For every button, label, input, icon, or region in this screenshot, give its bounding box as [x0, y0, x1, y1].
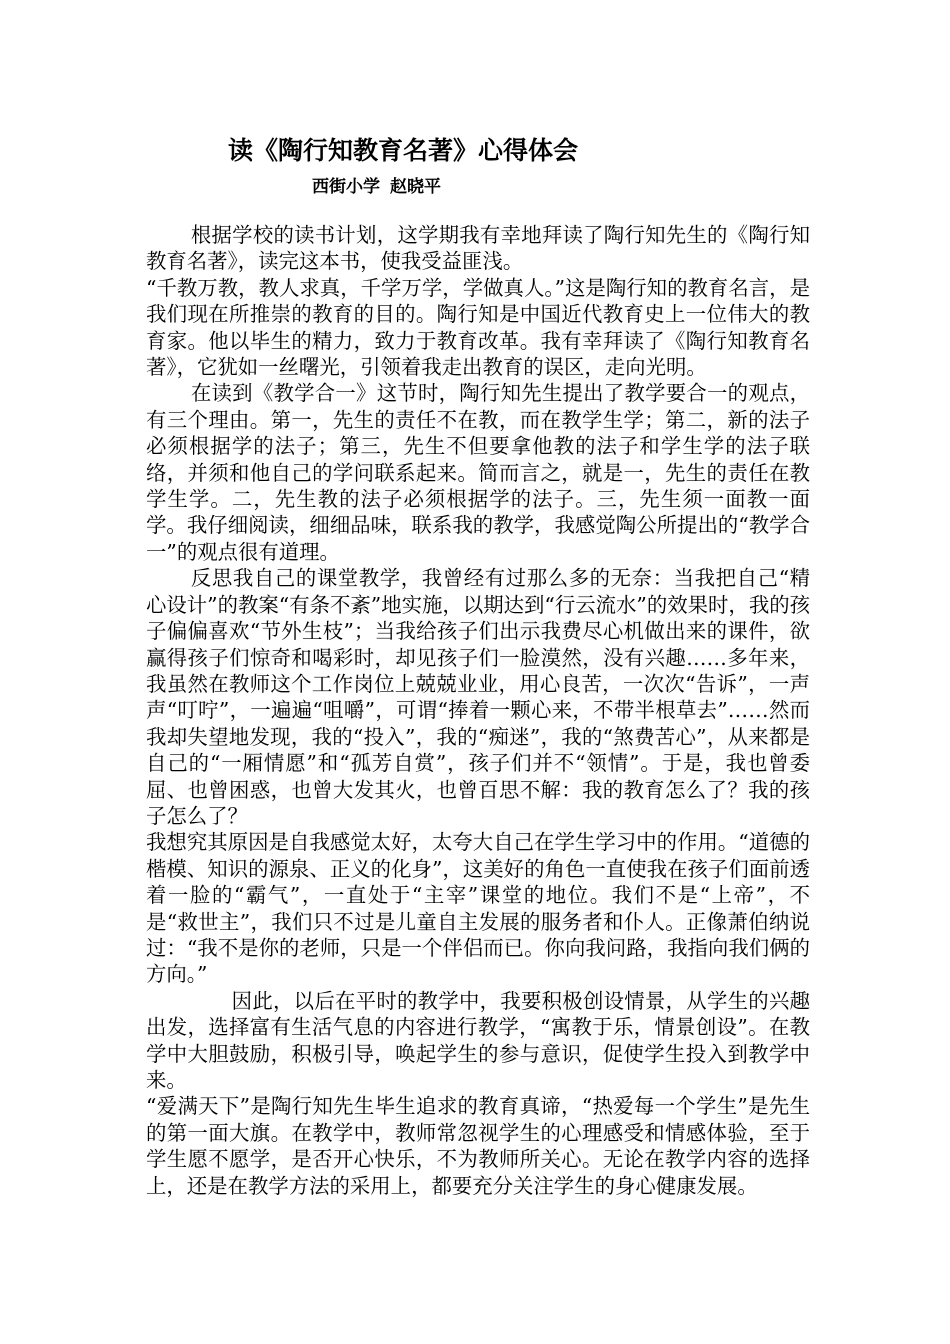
- author-name: 赵晓平: [390, 177, 441, 197]
- paragraph-reflection: 反思我自己的课堂教学，我曾经有过那么多的无奈：当我把自己“精心设计”的教案“有条不紊”地实施，以期达到“行云流水”的效果时，我的孩子偏偏喜欢“节外生枝”；当我给孩子们出示我费尽心机做出来的课件，欲赢得孩子们惊奇和喝彩时，却见孩子们一脸漠然，没有兴趣……多年来，我虽然在教师这个工作岗位上兢兢业业，用心良苦，一次次“告诉”，一声声“叮咛”，一遍遍“咀嚼”，可谓“捧着一颗心来，不带半根草去”……然而我却失望地发现，我的“投入”，我的“痴迷”，我的“煞费苦心”，从来都是自己的“一厢情愿”和“孤芳自赏”，孩子们并不“领情”。于是，我也曾委屈、也曾困惑，也曾大发其火，也曾百思不解：我的教育怎么了？我的孩子怎么了？: [146, 566, 810, 828]
- author-school: 西街小学: [312, 177, 380, 197]
- paragraph-therefore: 因此，以后在平时的教学中，我要积极创设情景，从学生的兴趣出发，选择富有生活气息的内容进行教学，“寓教于乐，情景创设”。在教学中大胆鼓励，积极引导，唤起学生的参与意识，促使学生投入到教学中来。: [146, 988, 810, 1092]
- paragraph-intro: 根据学校的读书计划，这学期我有幸地拜读了陶行知先生的《陶行知教育名著》，读完这本书，使我受益匪浅。: [146, 223, 810, 274]
- document-title: 读《陶行知教育名著》心得体会: [228, 136, 579, 165]
- author-byline: [312, 175, 441, 199]
- paragraph-cause: 我想究其原因是自我感觉太好，太夸大自己在学生学习中的作用。“道德的楷模、知识的源泉、正义的化身”，这美好的角色一直使我在孩子们面前透着一脸的“霸气”，一直处于“主宰”课堂的地位。我们不是“上帝”，不是“救世主”，我们只不过是儿童自主发展的服务者和仆人。正像萧伯纳说过：“我不是你的老师，只是一个伴侣而已。你向我问路，我指向我们俩的方向。”: [146, 830, 810, 987]
- document-body: [146, 222, 810, 1199]
- paragraph-quote: “千教万教，教人求真，千学万学，学做真人。”这是陶行知的教育名言，是我们现在所推崇的教育的目的。陶行知是中国近代教育史上一位伟大的教育家。他以毕生的精力，致力于教育改革。我有幸拜读了《陶行知教育名著》，它犹如一丝曙光，引领着我走出教育的误区，走向光明。: [146, 275, 810, 380]
- paragraph-love: “爱满天下”是陶行知先生毕生追求的教育真谛，“热爱每一个学生”是先生的第一面大旗。在教学中，教师常忽视学生的心理感受和情感体验，至于学生愿不愿学，是否开心快乐，不为教师所关心。无论在教学内容的选择上，还是在教学方法的采用上，都要充分关注学生的身心健康发展。: [146, 1094, 810, 1198]
- paragraph-teaching-unity: 在读到《教学合一》这节时，陶行知先生提出了教学要合一的观点，有三个理由。第一，先生的责任不在教，而在教学生学；第二，新的法子必须根据学的法子；第三，先生不但要拿他教的法子和学生学的法子联络，并须和他自己的学问联系起来。简而言之，就是一，先生的责任在教学生学。二，先生教的法子必须根据学的法子。三，先生须一面教一面学。我仔细阅读，细细品味，联系我的教学，我感觉陶公所提出的“教学合一”的观点很有道理。: [146, 381, 810, 564]
